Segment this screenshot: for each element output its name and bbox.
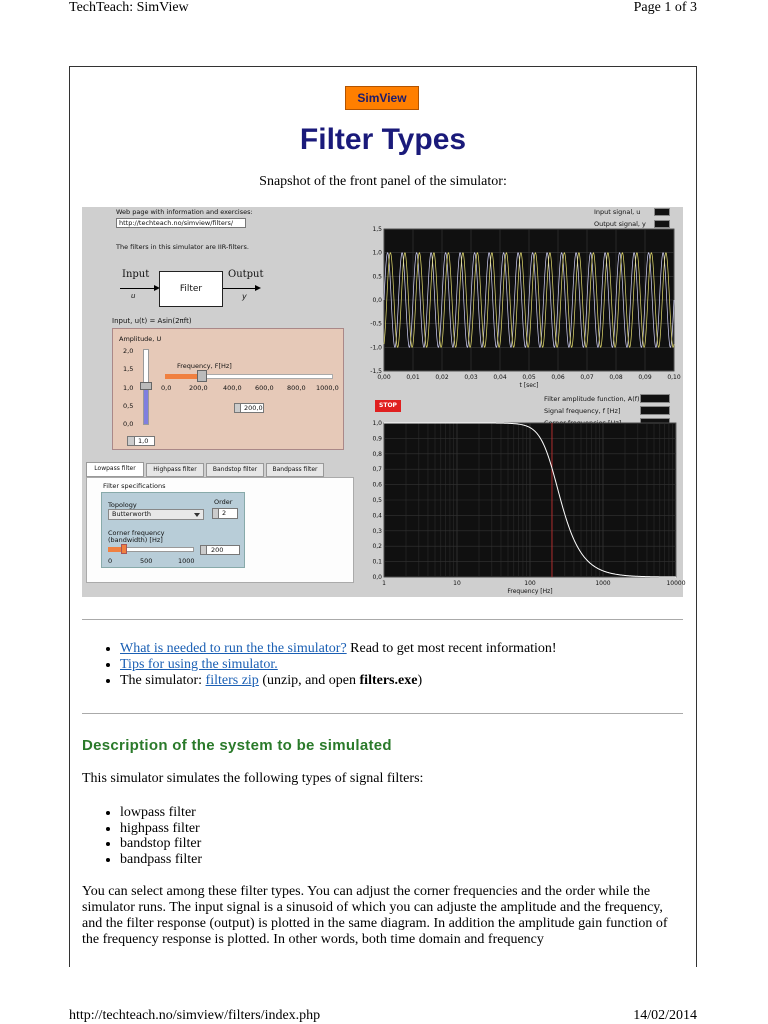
amplitude-label: Amplitude, U xyxy=(119,335,162,343)
amplitude-slider-thumb[interactable] xyxy=(140,382,152,390)
block-output-label: Output xyxy=(228,269,264,280)
frequency-value-field[interactable]: 200,0 xyxy=(234,403,264,413)
y-tick-label: 1,0 xyxy=(372,249,382,257)
y-tick-label: 0,2 xyxy=(372,543,382,551)
x-tick-label: 1000 xyxy=(595,580,611,587)
corner-stepper-icon[interactable] xyxy=(200,545,207,555)
closing-paren: ) xyxy=(417,673,423,688)
tab-lowpass-filter[interactable]: Lowpass filter xyxy=(86,462,144,477)
list-item xyxy=(120,641,680,657)
tab-bandstop-filter[interactable]: Bandstop filter xyxy=(206,463,264,477)
footer-url: http://techteach.no/simview/filters/index.php xyxy=(69,1008,321,1023)
freq-tick-1: 200,0 xyxy=(189,384,208,392)
freq-tick-0: 0,0 xyxy=(161,384,172,392)
amplitude-response-chart xyxy=(362,420,686,597)
order-label: Order xyxy=(214,498,233,506)
order-field[interactable]: 2 xyxy=(212,508,238,519)
amplitude-value-field[interactable]: 1,0 xyxy=(127,436,155,446)
x-tick-label: 0,10 xyxy=(667,374,681,381)
requirements-note: Read to get most recent information! xyxy=(346,641,557,656)
simulator-label: The simulator: xyxy=(120,673,206,688)
web-page-label: Web page with information and exercises: xyxy=(116,208,253,216)
y-tick-label: 0,1 xyxy=(372,558,382,566)
x-tick-label: 0,00 xyxy=(377,374,391,381)
filter-type-list xyxy=(100,805,202,867)
description-paragraph: You can select among these filter types. You can adjust the corner frequencies and the order while the simulator runs. The input signal is a sinusoid of which you can adjuste the amplitude and the frequency, and the filter response (output) is plotted in the same diagram. In addition the amplitude gain function of the frequency response is plotted. In other words, both time domain and frequency xyxy=(82,884,668,947)
input-arrow xyxy=(120,288,158,289)
footer-date: 14/02/2014 xyxy=(633,1008,697,1023)
y-tick-label: -1,5 xyxy=(370,368,382,375)
corner-tick-0: 0 xyxy=(108,557,113,565)
frequency-slider-thumb[interactable] xyxy=(197,370,207,382)
amp-tick-2: 1,0 xyxy=(123,384,134,392)
legend-input-swatch xyxy=(654,208,670,216)
x-tick-label: 0,07 xyxy=(580,374,594,381)
amp-tick-3: 0,5 xyxy=(123,402,134,410)
y-tick-label: -0,5 xyxy=(370,320,382,328)
section-title: Description of the system to be simulated xyxy=(82,737,392,754)
y-tick-label: 1,5 xyxy=(372,226,382,233)
legend-amplitude-function: Filter amplitude function, A(f) xyxy=(544,395,640,403)
list-item: • bandstop filter xyxy=(120,836,202,852)
x-tick-label: 10000 xyxy=(666,580,686,587)
legend-signal-frequency-swatch xyxy=(640,406,670,415)
freq-tick-4: 800,0 xyxy=(287,384,306,392)
legend-input-signal: Input signal, u xyxy=(594,208,641,216)
amp-tick-0: 2,0 xyxy=(123,347,134,355)
x-tick-label: 0,08 xyxy=(609,374,623,381)
y-tick-label: 0,5 xyxy=(372,273,382,281)
tab-content-pane xyxy=(86,477,354,583)
legend-output-signal: Output signal, y xyxy=(594,220,646,228)
corner-frequency-label: Corner frequency (bandwidth) [Hz] xyxy=(108,529,165,544)
list-item: • bandpass filter xyxy=(120,852,202,868)
iir-note: The filters in this simulator are IIR-filters. xyxy=(116,243,249,251)
x-tick-label: 0,04 xyxy=(493,374,507,381)
topology-select[interactable]: Butterworth xyxy=(108,509,204,520)
legend-signal-frequency: Signal frequency, f [Hz] xyxy=(544,407,621,415)
topology-label: Topology xyxy=(108,501,137,509)
output-arrow xyxy=(223,288,259,289)
amplitude-slider-fill xyxy=(144,387,148,424)
requirements-link[interactable]: What is needed to run the the simulator? xyxy=(120,641,347,656)
list-item xyxy=(120,657,680,673)
web-url-field[interactable]: http://techteach.no/simview/filters/ xyxy=(116,218,246,228)
snapshot-caption: Snapshot of the front panel of the simulator: xyxy=(259,174,507,189)
header-title: TechTeach: SimView xyxy=(69,0,189,15)
frequency-stepper-icon[interactable] xyxy=(234,403,241,413)
simulator-front-panel xyxy=(82,207,686,597)
unzip-note: (unzip, and open xyxy=(258,673,360,688)
y-tick-label: 0,3 xyxy=(372,527,382,535)
output-arrowhead xyxy=(255,285,261,291)
y-tick-label: 0,8 xyxy=(372,450,382,458)
x-tick-label: 10 xyxy=(453,580,461,587)
filter-spec-box xyxy=(101,492,245,568)
list-item: • lowpass filter xyxy=(120,805,202,821)
divider-bottom xyxy=(82,713,683,714)
stop-button[interactable]: STOP xyxy=(375,400,401,412)
amplitude-stepper-icon[interactable] xyxy=(127,436,135,446)
x-tick-label: 0,06 xyxy=(551,374,565,381)
simview-badge[interactable]: SimView xyxy=(345,86,419,110)
block-input-symbol: u xyxy=(131,292,136,300)
y-tick-label: 0,7 xyxy=(372,466,382,474)
header-page-number: Page 1 of 3 xyxy=(633,0,697,15)
y-tick-label: 0,6 xyxy=(372,481,382,489)
amp-tick-1: 1,5 xyxy=(123,365,134,373)
block-input-label: Input xyxy=(122,269,150,280)
x-axis-label: t [sec] xyxy=(519,382,539,389)
freq-tick-5: 1000,0 xyxy=(316,384,339,392)
y-tick-label: 1,0 xyxy=(372,420,382,427)
x-tick-label: 0,09 xyxy=(638,374,652,381)
y-tick-label: 0,4 xyxy=(372,512,382,520)
links-list xyxy=(100,641,680,689)
corner-tick-1: 500 xyxy=(140,557,153,565)
order-stepper-icon[interactable] xyxy=(212,508,219,519)
amp-tick-4: 0,0 xyxy=(123,420,134,428)
chevron-down-icon[interactable] xyxy=(194,513,200,517)
filter-spec-label: Filter specifications xyxy=(103,482,166,490)
corner-tick-2: 1000 xyxy=(178,557,195,565)
y-tick-label: -1,0 xyxy=(370,344,382,352)
frequency-label: Frequency, F[Hz] xyxy=(177,362,232,370)
block-output-symbol: y xyxy=(242,292,247,301)
divider-top xyxy=(82,619,683,620)
corner-frequency-field[interactable]: 200 xyxy=(200,545,240,555)
download-link[interactable]: filters zip xyxy=(205,673,259,688)
tab-highpass-filter[interactable]: Highpass filter xyxy=(146,463,204,477)
y-tick-label: 0,0 xyxy=(372,297,382,304)
x-tick-label: 100 xyxy=(524,580,536,587)
intro-paragraph: This simulator simulates the following types of signal filters: xyxy=(82,771,424,786)
x-tick-label: 0,03 xyxy=(464,374,478,381)
list-item xyxy=(120,673,680,689)
frequency-slider-fill xyxy=(165,374,201,379)
x-tick-label: 0,05 xyxy=(522,374,536,381)
signal-controls-pane xyxy=(112,328,344,450)
tab-bandpass-filter[interactable]: Bandpass filter xyxy=(266,463,324,477)
x-axis-label: Frequency [Hz] xyxy=(507,588,553,595)
list-item: • highpass filter xyxy=(120,821,202,837)
freq-tick-3: 600,0 xyxy=(255,384,274,392)
y-tick-label: 0,0 xyxy=(372,574,382,581)
x-tick-label: 0,02 xyxy=(435,374,449,381)
exe-name: filters.exe xyxy=(359,673,418,688)
content-frame xyxy=(69,66,697,967)
corner-slider-thumb[interactable] xyxy=(121,544,127,554)
x-tick-label: 1 xyxy=(382,580,386,587)
freq-tick-2: 400,0 xyxy=(223,384,242,392)
y-tick-label: 0,5 xyxy=(372,497,382,504)
input-equation: Input, u(t) = Asin(2πft) xyxy=(112,317,192,325)
y-tick-label: 0,9 xyxy=(372,435,382,443)
filter-block: Filter xyxy=(159,271,223,307)
time-signal-chart xyxy=(362,225,680,397)
x-tick-label: 0,01 xyxy=(406,374,420,381)
page-title: Filter Types xyxy=(299,123,467,156)
tips-link[interactable]: Tips for using the simulator. xyxy=(120,657,278,672)
